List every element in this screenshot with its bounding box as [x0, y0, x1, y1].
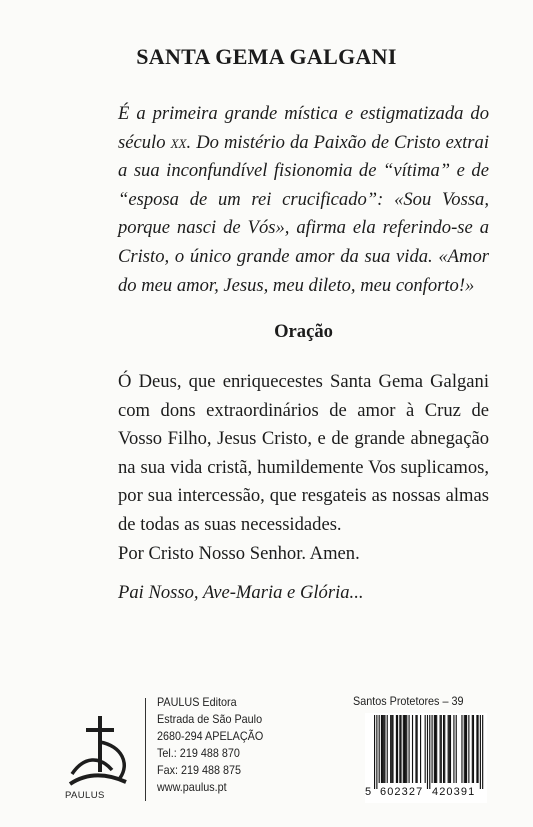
barcode-bar — [444, 715, 445, 783]
publisher-tel: Tel.: 219 488 870 — [157, 746, 240, 760]
barcode-bar — [476, 715, 477, 783]
barcode-bar — [420, 715, 421, 783]
barcode-bar — [415, 715, 416, 783]
barcode-bar — [429, 715, 430, 789]
barcode-bar — [382, 715, 383, 783]
barcode-bar — [450, 715, 451, 783]
barcode-bar — [396, 715, 397, 783]
barcode-bar — [461, 715, 462, 783]
intro-paragraph — [118, 100, 489, 300]
barcode-icon — [365, 713, 487, 789]
closing-prayers: Pai Nosso, Ave-Maria e Glória... — [118, 582, 364, 603]
paulus-logo-icon — [60, 712, 135, 802]
barcode-left-group: 602327 — [380, 786, 424, 798]
barcode-bar — [374, 715, 375, 789]
barcode-bar — [392, 715, 393, 783]
barcode-bar — [464, 715, 465, 783]
publisher-web: www.paulus.pt — [157, 780, 227, 794]
barcode-bar — [468, 715, 469, 783]
barcode-bar — [472, 715, 473, 783]
barcode-bar — [441, 715, 442, 783]
barcode-bar — [403, 715, 404, 783]
prayer-body: Ó Deus, que enriquecestes Santa Gema Galgani com dons extraordinários de amor à Cruz de Vosso Filho, Jesus Cristo, e de grande abnegação na sua vida cristã, humildemente Vos suplicamos, por sua intercessão, que resgateis as nossas almas de todas as suas necessidades. — [118, 371, 489, 535]
barcode-bar — [381, 715, 382, 783]
barcode-bar — [480, 715, 481, 789]
barcode-bar — [478, 715, 479, 783]
barcode-bar — [456, 715, 457, 783]
barcode-bar — [443, 715, 444, 783]
barcode-bar — [379, 715, 380, 783]
barcode-bar — [387, 715, 388, 783]
publisher-street: Estrada de São Paulo — [157, 712, 263, 726]
barcode-bar — [406, 715, 407, 783]
barcode-bar — [435, 715, 436, 783]
barcode-bar — [453, 715, 454, 783]
barcode-bar — [466, 715, 467, 783]
barcode-first-digit: 5 — [365, 786, 372, 798]
intro-text-end: . Do mistério da Paixão de Cristo extrai a sua inconfundível fisionomia de “vítima” e de “esposa de um rei crucificado”: «Sou Vossa, porque nasci de Vós», afirma ela referindo-se a Cristo, o único grande amor da sua vida. «Amor do meu amor, Jesus, meu dileto, meu conforto!» — [118, 131, 489, 296]
barcode-bar — [440, 715, 441, 783]
barcode-bar — [404, 715, 405, 783]
barcode-bar — [473, 715, 474, 783]
barcode-bar — [465, 715, 466, 783]
barcode-bar — [383, 715, 384, 783]
barcode — [365, 713, 487, 803]
intro-text-start: É a primeira grande mística e estigmatizada do século — [118, 103, 489, 153]
barcode-bar — [399, 715, 400, 783]
barcode-bar — [400, 715, 401, 783]
logo-label: PAULUS — [65, 790, 105, 801]
barcode-bar — [448, 715, 449, 783]
barcode-bar — [376, 715, 377, 789]
barcode-bar — [384, 715, 385, 783]
publisher-info — [157, 694, 263, 796]
barcode-bar — [390, 715, 391, 783]
barcode-bar — [412, 715, 413, 783]
publisher-name: PAULUS Editora — [157, 695, 237, 709]
barcode-right-group: 420391 — [432, 786, 476, 798]
barcode-bar — [405, 715, 406, 783]
publisher-postal: 2680-294 APELAÇÃO — [157, 729, 264, 743]
barcode-bar — [391, 715, 392, 783]
footer-divider — [145, 698, 146, 801]
barcode-bar — [434, 715, 435, 783]
barcode-bar — [482, 715, 483, 789]
barcode-bar — [436, 715, 437, 783]
barcode-bar — [409, 715, 410, 783]
prayer-closing: Por Cristo Nosso Senhor. Amen. — [118, 542, 360, 564]
barcode-bar — [397, 715, 398, 783]
page-title: SANTA GEMA GALGANI — [136, 44, 397, 69]
barcode-bar — [425, 715, 426, 783]
series-label: Santos Protetores – 39 — [353, 694, 464, 708]
prayer-text — [118, 368, 489, 568]
prayer-heading: Oração — [274, 321, 333, 342]
barcode-bar — [432, 715, 433, 783]
publisher-fax: Fax: 219 488 875 — [157, 763, 242, 777]
intro-century: xx — [170, 131, 187, 153]
barcode-bar — [449, 715, 450, 783]
barcode-bar — [417, 715, 418, 783]
barcode-bar — [427, 715, 428, 789]
